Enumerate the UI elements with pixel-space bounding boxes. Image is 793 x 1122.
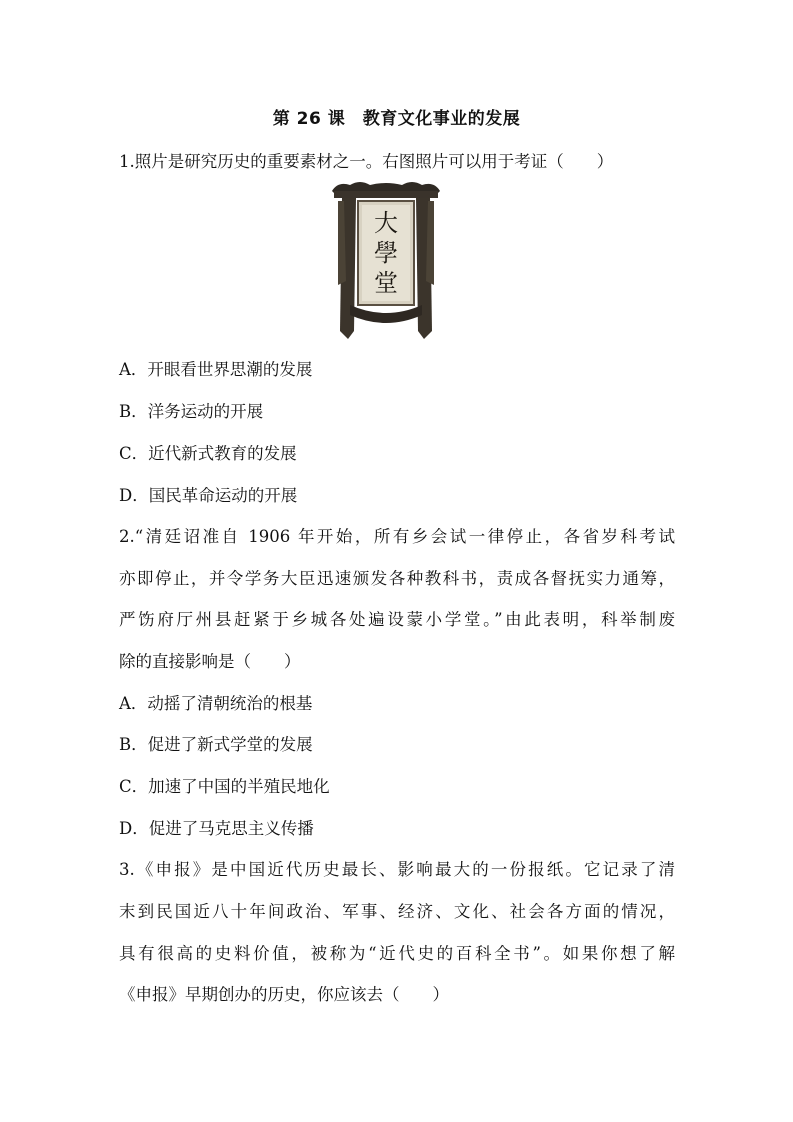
question-2-option-c: C．加速了中国的半殖民地化	[119, 777, 330, 796]
plaque-char-3: 堂	[374, 269, 398, 297]
question-1-option-a: A．开眼看世界思潮的发展	[119, 360, 313, 379]
question-3-stem-line-3: 具有很高的史料价值，被称为“近代史的百科全书”。如果你想了解	[119, 944, 675, 963]
question-2-stem-line-4: 除的直接影响是（ ）	[119, 652, 301, 671]
question-2-option-d: D．促进了马克思主义传播	[119, 819, 314, 838]
page-title: 第 26 课 教育文化事业的发展	[272, 109, 521, 129]
question-1-option-d: D．国民革命运动的开展	[119, 486, 298, 505]
question-2-option-a: A．动摇了清朝统治的根基	[119, 694, 313, 713]
question-2-stem-line-3: 严饬府厅州县赶紧于乡城各处遍设蒙小学堂。”由此表明，科举制废	[119, 610, 675, 629]
question-1-stem: 1.照片是研究历史的重要素材之一。右图照片可以用于考证（ ）	[119, 152, 614, 171]
question-3-stem-line-2: 末到民国近八十年间政治、军事、经济、文化、社会各方面的情况，	[119, 902, 675, 921]
plaque-photo-svg	[330, 181, 442, 343]
plaque-char-2: 學	[374, 239, 398, 267]
plaque-photo	[330, 181, 442, 343]
question-2-option-b: B．促进了新式学堂的发展	[119, 735, 313, 754]
question-1-option-c: C．近代新式教育的发展	[119, 444, 297, 463]
question-3-stem-line-1: 3.《申报》是中国近代历史最长、影响最大的一份报纸。它记录了清	[119, 860, 675, 879]
question-3-stem-line-4: 《申报》早期创办的历史，你应该去（ ）	[119, 985, 449, 1004]
question-2-stem-line-1: 2.“清廷诏准自 1906 年开始，所有乡会试一律停止，各省岁科考试	[119, 527, 675, 546]
plaque-char-1: 大	[374, 209, 398, 237]
question-1-option-b: B．洋务运动的开展	[119, 402, 264, 421]
question-2-stem-line-2: 亦即停止，并令学务大臣迅速颁发各种教科书，责成各督抚实力通筹，	[119, 569, 675, 588]
